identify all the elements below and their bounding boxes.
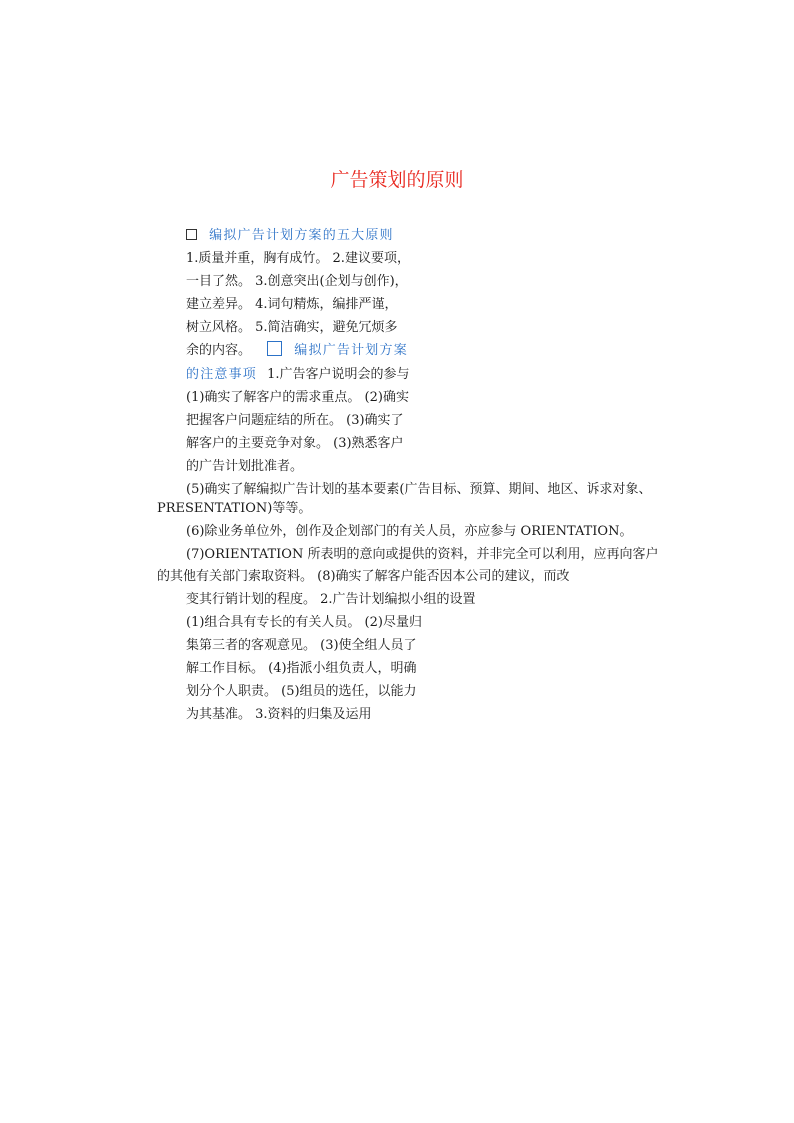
section-heading-1 — [186, 226, 394, 246]
body-line: 的广告计划批准者。 — [186, 459, 304, 474]
square-outline-icon — [267, 341, 282, 356]
body-line: 划分个人职责。 (5)组员的选任，以能力 — [186, 684, 417, 699]
body-line: 集第三者的客观意见。 (3)使全组人员了 — [186, 638, 417, 653]
body-line: 建立差异。 4.词句精炼，编排严谨， — [186, 297, 398, 312]
body-line: PRESENTATION)等等。 — [157, 501, 312, 516]
body-line: (1)组合具有专长的有关人员。 (2)尽量归 — [186, 615, 422, 630]
body-text: 余的内容。 — [186, 343, 252, 358]
document-title: 广告策划的原则 — [330, 169, 464, 191]
heading-1-text: 编拟广告计划方案的五大原则 — [209, 228, 394, 243]
body-line: 的其他有关部门索取资料。 (8)确实了解客户能否因本公司的建议，而改 — [157, 569, 570, 584]
body-line: 解客户的主要竞争对象。 (3)熟悉客户 — [186, 436, 404, 451]
body-line: (6)除业务单位外，创作及企划部门的有关人员，亦应参与 ORIENTATION。 — [186, 524, 633, 539]
body-line-with-heading — [186, 341, 408, 361]
body-line: (7)ORIENTATION 所表明的意向或提供的资料，并非完全可以利用，应再向客户 — [186, 547, 659, 562]
body-line-with-heading — [186, 365, 410, 385]
body-line: 一目了然。 3.创意突出(企划与创作)， — [186, 274, 408, 289]
body-line: 把握客户问题症结的所在。 (3)确实了 — [186, 413, 404, 428]
body-text: 1.广告客户说明会的参与 — [267, 367, 410, 382]
heading-2-text-continued: 的注意事项 — [186, 367, 258, 382]
body-line: (5)确实了解编拟广告计划的基本要素(广告目标、预算、期间、地区、诉求对象、 — [186, 482, 652, 497]
body-line: 变其行销计划的程度。 2.广告计划编拟小组的设置 — [186, 592, 476, 607]
body-line: 树立风格。 5.简洁确实，避免冗烦多 — [186, 320, 398, 335]
square-outline-icon — [186, 229, 197, 240]
body-line: 1.质量并重，胸有成竹。 2.建议要项， — [186, 251, 410, 266]
body-line: 为其基准。 3.资料的归集及运用 — [186, 707, 372, 722]
heading-2-text: 编拟广告计划方案 — [294, 343, 408, 358]
body-line: (1)确实了解客户的需求重点。 (2)确实 — [186, 390, 409, 405]
body-line: 解工作目标。 (4)指派小组负责人，明确 — [186, 661, 417, 676]
